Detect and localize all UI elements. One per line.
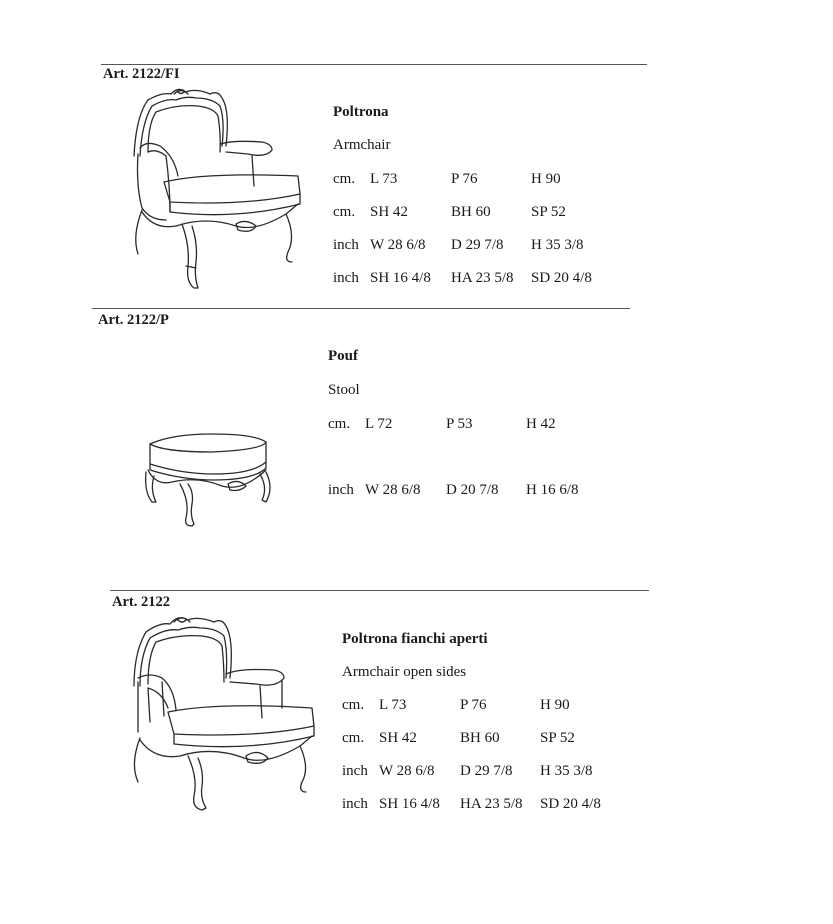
unit-label: inch bbox=[333, 270, 359, 286]
product-subtitle: Stool bbox=[328, 382, 360, 398]
dimension-value: HA 23 5/8 bbox=[451, 270, 514, 286]
dimension-value: D 29 7/8 bbox=[451, 237, 504, 253]
dimension-value: SH 42 bbox=[379, 730, 417, 746]
dimension-value: P 76 bbox=[460, 697, 487, 713]
dimension-value: BH 60 bbox=[451, 204, 491, 220]
dimension-value: H 42 bbox=[526, 416, 556, 432]
unit-label: cm. bbox=[342, 730, 365, 746]
dimension-value: SH 16 4/8 bbox=[370, 270, 431, 286]
dimension-value: BH 60 bbox=[460, 730, 500, 746]
product-title: Poltrona bbox=[333, 104, 389, 120]
dimension-value: P 76 bbox=[451, 171, 478, 187]
stool-drawing bbox=[142, 430, 274, 528]
unit-label: cm. bbox=[328, 416, 351, 432]
dimension-value: H 16 6/8 bbox=[526, 482, 579, 498]
armchair-open-sides-drawing bbox=[128, 612, 318, 812]
dimension-value: SH 16 4/8 bbox=[379, 796, 440, 812]
dimension-value: L 73 bbox=[370, 171, 398, 187]
dimension-value: SP 52 bbox=[531, 204, 566, 220]
section-divider bbox=[110, 590, 649, 591]
unit-label: inch bbox=[342, 796, 368, 812]
dimension-value: D 29 7/8 bbox=[460, 763, 513, 779]
product-subtitle: Armchair bbox=[333, 137, 391, 153]
dimension-value: H 90 bbox=[531, 171, 561, 187]
unit-label: cm. bbox=[342, 697, 365, 713]
dimension-value: L 73 bbox=[379, 697, 407, 713]
unit-label: cm. bbox=[333, 204, 356, 220]
dimension-value: SP 52 bbox=[540, 730, 575, 746]
dimension-value: L 72 bbox=[365, 416, 393, 432]
dimension-value: SD 20 4/8 bbox=[531, 270, 592, 286]
unit-label: inch bbox=[328, 482, 354, 498]
dimension-value: W 28 6/8 bbox=[365, 482, 421, 498]
section-divider bbox=[101, 64, 647, 65]
section-divider bbox=[92, 308, 630, 309]
dimension-value: H 35 3/8 bbox=[531, 237, 584, 253]
dimension-value: D 20 7/8 bbox=[446, 482, 499, 498]
dimension-value: HA 23 5/8 bbox=[460, 796, 523, 812]
dimension-value: W 28 6/8 bbox=[370, 237, 426, 253]
dimension-value: W 28 6/8 bbox=[379, 763, 435, 779]
dimension-value: SD 20 4/8 bbox=[540, 796, 601, 812]
dimension-value: H 35 3/8 bbox=[540, 763, 593, 779]
unit-label: inch bbox=[333, 237, 359, 253]
product-subtitle: Armchair open sides bbox=[342, 664, 467, 680]
dimension-value: H 90 bbox=[540, 697, 570, 713]
article-code: Art. 2122 bbox=[112, 594, 170, 610]
product-title: Pouf bbox=[328, 348, 358, 364]
article-code: Art. 2122/FI bbox=[103, 66, 180, 82]
product-title: Poltrona fianchi aperti bbox=[342, 631, 488, 647]
unit-label: inch bbox=[342, 763, 368, 779]
dimension-value: SH 42 bbox=[370, 204, 408, 220]
armchair-drawing bbox=[126, 86, 306, 291]
dimension-value: P 53 bbox=[446, 416, 473, 432]
unit-label: cm. bbox=[333, 171, 356, 187]
article-code: Art. 2122/P bbox=[98, 312, 169, 328]
